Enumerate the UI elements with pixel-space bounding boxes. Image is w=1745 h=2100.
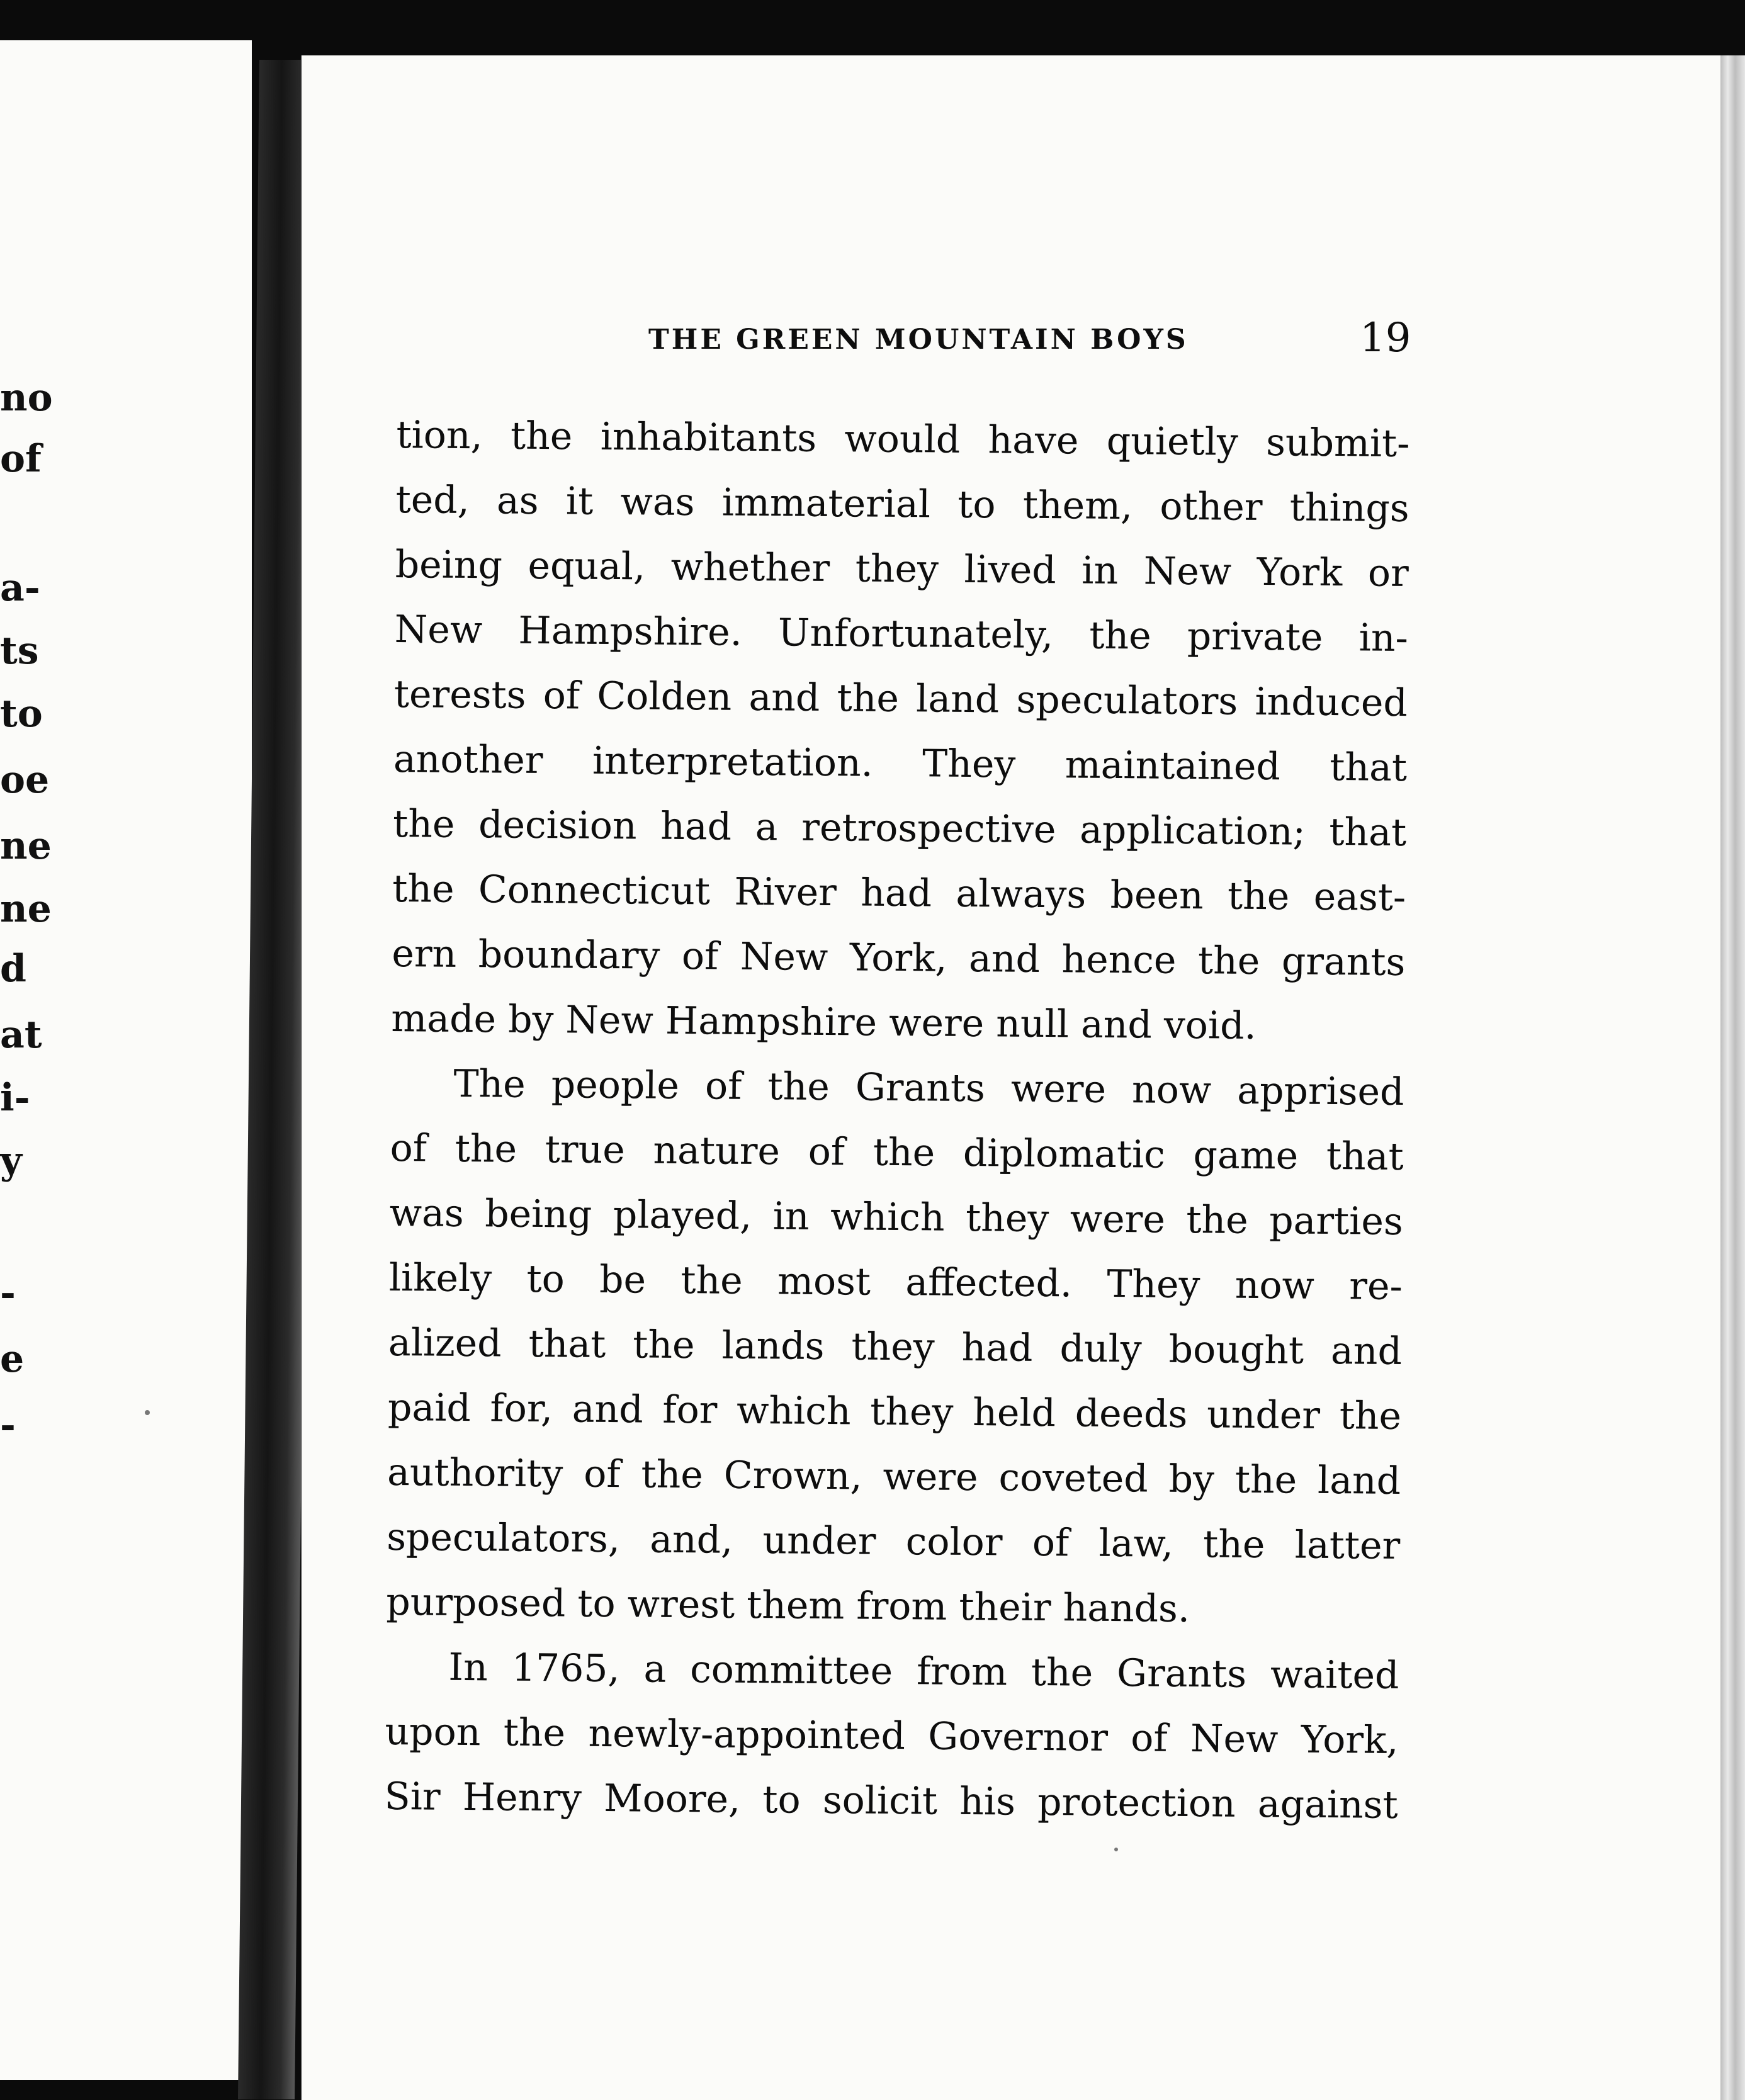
left-fragment: no <box>0 376 53 420</box>
left-fragment: at <box>0 1013 42 1057</box>
text-line: New Hampshire. Unfortunately, the private in- <box>394 607 1409 661</box>
text-line: paid for, and for which they held deeds under the <box>387 1385 1402 1438</box>
text-line: another interpretation. They maintained that <box>393 737 1408 791</box>
left-page-text-fragments <box>0 40 252 2080</box>
body-text <box>384 403 1410 1838</box>
text-line: alized that the lands they had duly bought and <box>388 1320 1403 1374</box>
text-line: ern boundary of New York, and hence the grants <box>392 931 1406 985</box>
page-edge <box>1720 55 1745 2100</box>
left-page <box>0 40 252 2080</box>
scan-speck <box>145 1410 150 1415</box>
text-line: upon the newly-appointed Governor of New York, <box>385 1709 1399 1763</box>
scan-speck <box>1114 1848 1118 1851</box>
text-line: being equal, whether they lived in New York or <box>395 542 1409 596</box>
left-fragment: oe <box>0 758 50 802</box>
left-fragment: e <box>0 1337 25 1381</box>
text-line: of the true nature of the diplomatic game that <box>390 1126 1404 1180</box>
text-line: Sir Henry Moore, to solicit his protection against <box>384 1774 1398 1827</box>
left-fragment: d <box>0 947 26 991</box>
left-fragment: a- <box>0 566 40 610</box>
text-line: terests of Colden and the land speculators induced <box>393 672 1408 726</box>
left-fragment: ne <box>0 824 52 868</box>
text-line: authority of the Crown, were coveted by the land <box>387 1450 1401 1503</box>
text-line: The people of the Grants were now apprised <box>453 1061 1404 1115</box>
text-line: purposed to wrest them from their hands. <box>386 1579 1190 1632</box>
left-fragment: y <box>0 1139 22 1183</box>
left-fragment: of <box>0 437 42 481</box>
text-line: tion, the inhabitants would have quietly submit- <box>396 412 1410 466</box>
text-line: the decision had a retrospective application; that <box>392 801 1407 855</box>
text-line: In 1765, a committee from the Grants waited <box>448 1645 1399 1698</box>
text-line: made by New Hampshire were null and void. <box>391 996 1257 1048</box>
text-line: ted, as it was immaterial to them, other things <box>395 477 1409 531</box>
text-line: was being played, in which they were the parties <box>389 1190 1404 1244</box>
left-fragment: - <box>0 1271 16 1315</box>
running-head: THE GREEN MOUNTAIN BOYS <box>648 324 1189 356</box>
text-line: the Connecticut River had always been the east- <box>392 866 1406 920</box>
left-fragment: - <box>0 1403 16 1447</box>
text-line: likely to be the most affected. They now re- <box>388 1255 1403 1309</box>
left-fragment: i- <box>0 1076 30 1120</box>
left-fragment: to <box>0 692 43 736</box>
page-number: 19 <box>1360 315 1411 361</box>
left-fragment: ts <box>0 629 39 673</box>
left-fragment: ne <box>0 887 52 931</box>
text-line: speculators, and, under color of law, the latter <box>386 1515 1401 1568</box>
